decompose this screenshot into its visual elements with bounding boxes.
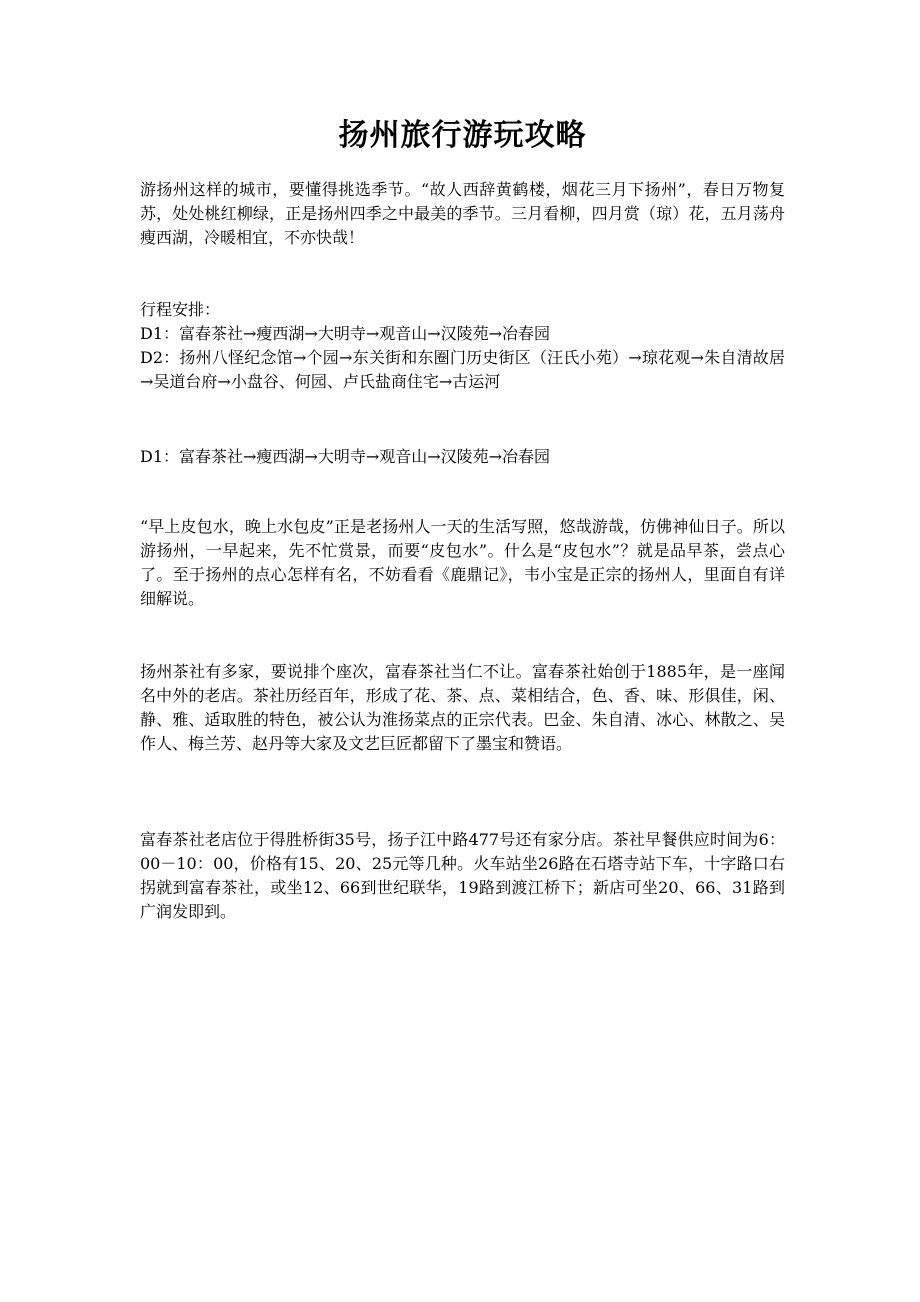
intro-paragraph: 游扬州这样的城市，要懂得挑选季节。“故人西辞黄鹤楼，烟花三月下扬州”，春日万物复苏，处处桃红柳绿，正是扬州四季之中最美的季节。三月看柳，四月赏（琼）花，五月荡舟瘦西湖，冷暖相宜，不亦快哉！ [140,180,785,247]
itinerary-day1: D1：富春茶社→瘦西湖→大明寺→观音山→汉陵苑→冶春园 [140,324,551,343]
itinerary-heading: 行程安排： [140,300,221,319]
day1-heading: D1：富春茶社→瘦西湖→大明寺→观音山→汉陵苑→冶春园 [140,447,551,466]
page-title: 扬州旅行游玩攻略 [338,118,587,153]
teahouse-paragraph: 扬州茶社有多家，要说排个座次，富春茶社当仁不让。富春茶社始创于1885年，是一座闻名中外的老店。茶社历经百年，形成了花、茶、点、菜相结合，色、香、味、形俱佳，闲、静、雅、适取胜的特色，被公认为淮扬菜点的正宗代表。巴金、朱自清、冰心、林散之、吴作人、梅兰芳、赵丹等大家及文艺巨匠都留下了墨宝和赞语。 [140,662,785,753]
location-paragraph: 富春茶社老店位于得胜桥街35号，扬子江中路477号还有家分店。茶社早餐供应时间为6：00－10：00，价格有15、20、25元等几种。火车站坐26路在石塔寺站下车，十字路口右拐就到富春茶社，或坐12、66到世纪联华，19路到渡江桥下；新店可坐20、66、31路到广润发即到。 [140,830,785,921]
breakfast-paragraph: “早上皮包水，晚上水包皮”正是老扬州人一天的生活写照，悠哉游哉，仿佛神仙日子。所以游扬州，一早起来，先不忙赏景，而要“皮包水”。什么是“皮包水”？就是品早茶，尝点心了。至于扬州的点心怎样有名，不妨看看《鹿鼎记》，韦小宝是正宗的扬州人，里面自有详细解说。 [140,517,785,608]
itinerary-section [140,298,785,394]
itinerary-day2: D2：扬州八怪纪念馆→个园→东关街和东圈门历史街区（汪氏小苑）→琼花观→朱自清故居→吴道台府→小盘谷、何园、卢氏盐商住宅→古运河 [140,348,785,391]
